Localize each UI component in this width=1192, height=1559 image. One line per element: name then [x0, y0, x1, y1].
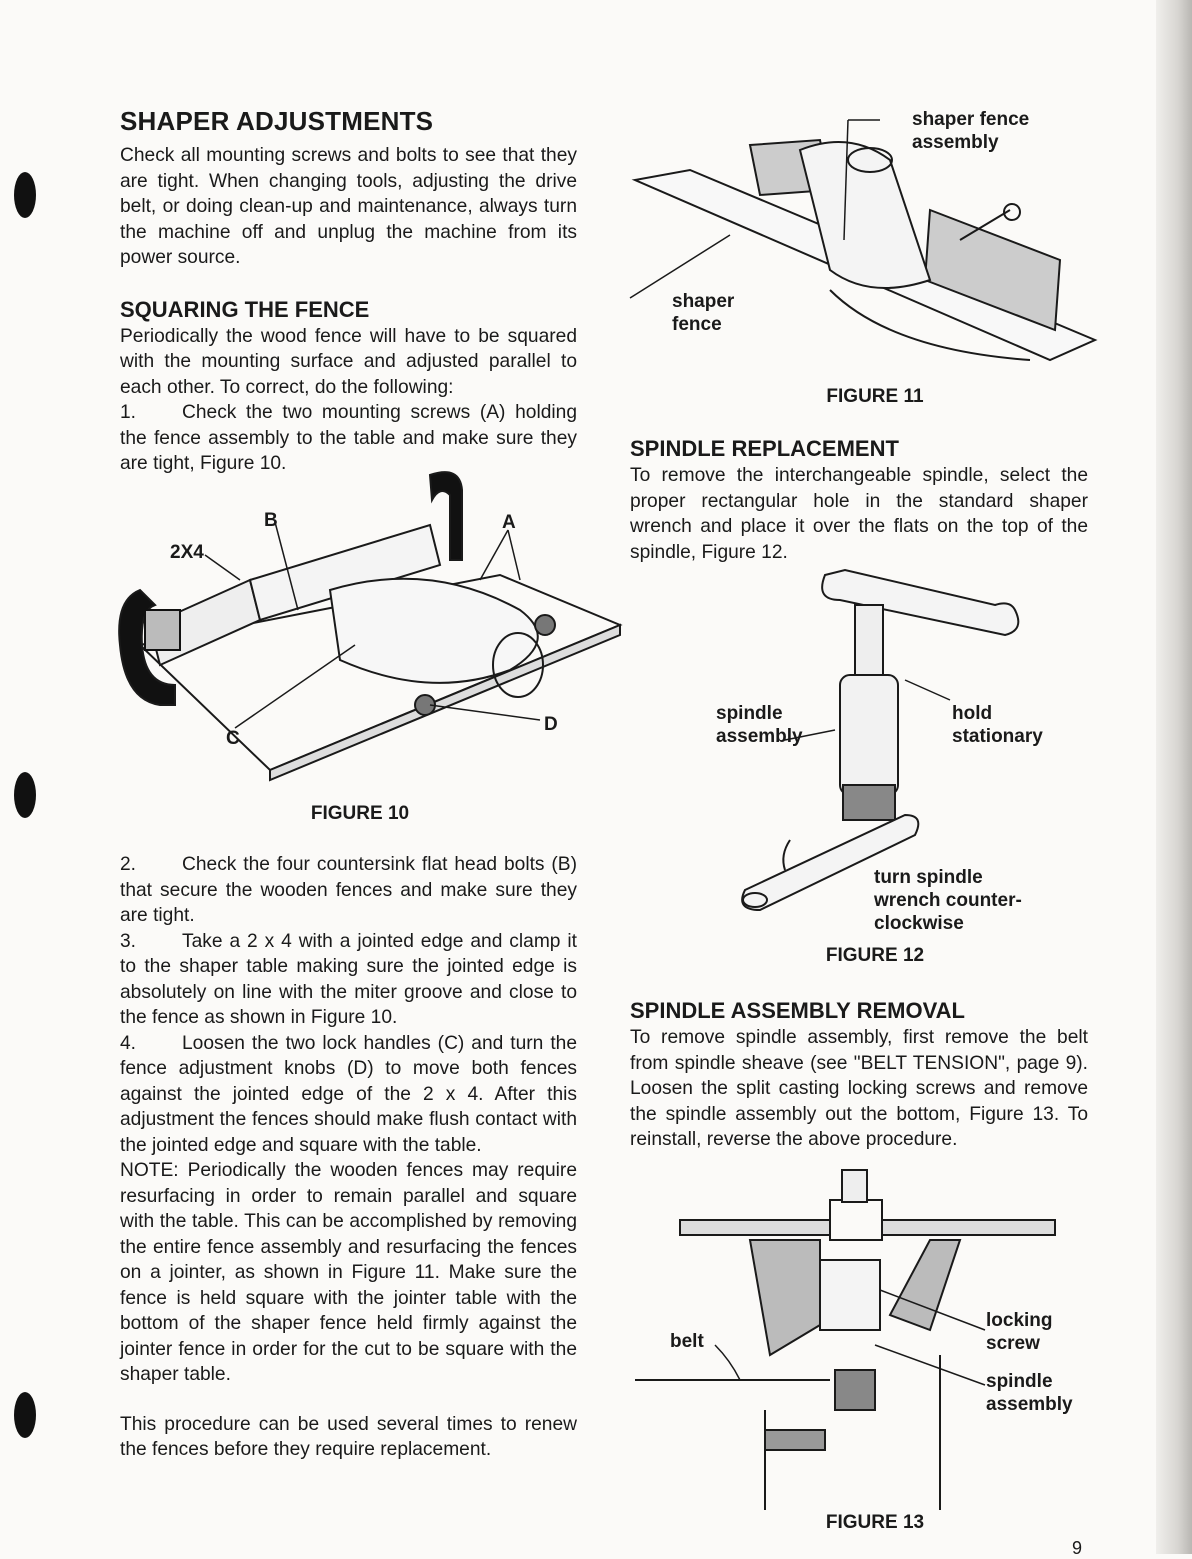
- fig12-label-hold-stationary: hold stationary: [952, 703, 1043, 747]
- right-column-lower: [630, 998, 1088, 1153]
- fig10-label-c: C: [226, 728, 240, 749]
- heading-squaring-fence: SQUARING THE FENCE: [120, 296, 370, 322]
- heading-spindle-assembly-removal: SPINDLE ASSEMBLY REMOVAL: [630, 998, 965, 1023]
- wrench-top: [822, 570, 1018, 635]
- clamp-pad: [145, 610, 180, 650]
- figure-10-caption: FIGURE 10: [310, 803, 410, 824]
- fig13-label-locking-screw: locking screw: [986, 1310, 1053, 1354]
- motor-part: [765, 1430, 825, 1450]
- final-paragraph: This procedure can be used several times to renew the fences before they require replacement.: [120, 1413, 577, 1460]
- fig11-label-shaper-fence: shaper fence: [672, 291, 735, 335]
- fig10-label-d: D: [544, 714, 558, 735]
- spindle-top-section: [830, 1200, 882, 1240]
- punch-hole-bottom: [14, 1392, 36, 1438]
- figure-10-drawing: [100, 470, 630, 810]
- step-2: 2. Check the four countersink flat head bolts (B) that secure the wooden fences and make sure they are tight.: [120, 854, 577, 926]
- fig12-label-spindle-assembly: spindle assembly: [716, 703, 803, 747]
- figure-12-caption: FIGURE 12: [825, 945, 925, 966]
- fence-housing: [800, 142, 930, 288]
- adjust-knob-d-1: [535, 615, 555, 635]
- casting-left: [750, 1240, 820, 1355]
- fig13-label-belt: belt: [670, 1331, 704, 1352]
- spindle-body: [840, 675, 898, 795]
- figure-13-caption: FIGURE 13: [825, 1512, 925, 1533]
- page-number: 9: [1072, 1538, 1083, 1558]
- left-column-lower: [120, 852, 577, 1463]
- spindle-sheave: [835, 1370, 875, 1410]
- leader-shaper-fence: [630, 235, 730, 298]
- spindle-replacement-paragraph: To remove the interchangeable spindle, select the proper rectangular hole in the standard shaper wrench and place it over the flats on the top of the spindle, Figure 12.: [630, 465, 1088, 563]
- punch-hole-middle: [14, 772, 36, 818]
- step-1: 1. Check the two mounting screws (A) holding the fence assembly to the table and make sure they are tight, Figure 10.: [120, 402, 577, 474]
- leader-a-2: [508, 530, 520, 580]
- punch-hole-top: [14, 172, 36, 218]
- spindle-housing: [820, 1260, 880, 1330]
- leader-d: [430, 705, 540, 720]
- leader-2x4: [205, 555, 240, 580]
- step-4: 4. Loosen the two lock handles (C) and turn the fence adjustment knobs (D) to move both fences against the jointed edge of the 2 x 4. After this adjustment the fences should make flush contact with the jointed edge and square with the table.: [120, 1032, 577, 1156]
- fig10-label-b: B: [264, 510, 278, 531]
- heading-shaper-adjustments: SHAPER ADJUSTMENTS: [120, 106, 434, 136]
- spindle-shaft-top: [855, 605, 883, 675]
- squaring-paragraph: Periodically the wood fence will have to be squared with the mounting surface and adjusted parallel to each other. To correct, do the following:: [120, 325, 577, 398]
- note-paragraph: NOTE: Periodically the wooden fences may require resurfacing in order to remain parallel and square with the table. This can be accomplished by removing the entire fence assembly and resurfacing the fences on a jointer, as shown in Figure 11. Make sure the fence is held square with the jointer table with the bottom of the shaper fence held firmly against the jointer fence in order for the cut to be square with the shaper table.: [120, 1160, 577, 1385]
- leader-hold: [905, 680, 950, 700]
- figure-11-drawing: [630, 100, 1100, 390]
- fig11-label-shaper-fence-assembly: shaper fence assembly: [912, 109, 1030, 153]
- fig12-label-turn-wrench: turn spindle wrench counter- clockwise: [874, 867, 1022, 934]
- right-column-upper: [630, 436, 1088, 565]
- spindle-removal-paragraph: To remove spindle assembly, first remove the belt from spindle sheave (see "BELT TENSION", page 9). Loosen the split casting locking screws and remove the spindle assembly out the bottom, Figure 13. To reinstall, reverse the above procedure.: [630, 1027, 1088, 1150]
- left-column: [120, 106, 577, 477]
- leader-a-1: [480, 530, 508, 580]
- spindle-sheave: [843, 785, 895, 820]
- figure-11-caption: FIGURE 11: [826, 386, 924, 407]
- fig10-label-a: A: [502, 512, 516, 533]
- heading-spindle-replacement: SPINDLE REPLACEMENT: [630, 436, 899, 461]
- leader-belt: [715, 1345, 740, 1380]
- step-3: 3. Take a 2 x 4 with a jointed edge and clamp it to the shaper table making sure the jointed edge is absolutely on line with the miter groove and close to the fence as shown in Figure 10.: [120, 930, 577, 1028]
- intro-paragraph: Check all mounting screws and bolts to see that they are tight. When changing tools, adjusting the drive belt, or doing clean-up and maintenance, always turn the machine off and unplug the machine from its power source.: [120, 145, 577, 268]
- page-edge: [1156, 0, 1192, 1554]
- rotation-arrow: [783, 840, 790, 870]
- spindle-tip: [842, 1170, 867, 1202]
- leader-spindle-assembly: [875, 1345, 985, 1385]
- fig10-label-2x4: 2X4: [170, 542, 204, 563]
- fig13-label-spindle-assembly: spindle assembly: [986, 1371, 1073, 1415]
